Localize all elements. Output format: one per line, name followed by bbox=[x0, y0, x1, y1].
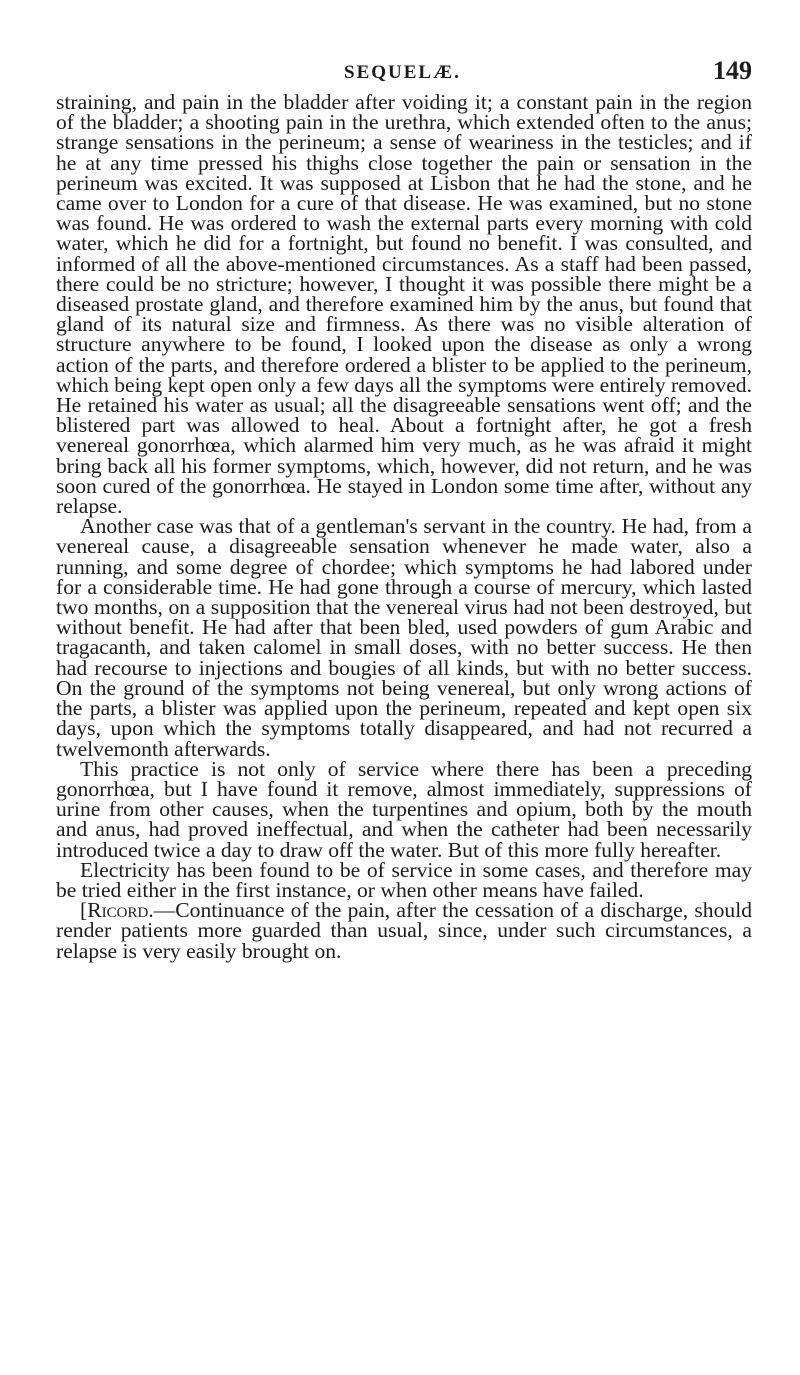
note-bracket: [ bbox=[80, 898, 88, 923]
book-page bbox=[56, 56, 752, 961]
editor-note bbox=[56, 900, 752, 961]
note-author: Ricord. bbox=[87, 898, 154, 923]
paragraph: Another case was that of a gentleman's servant in the country. He had, from a venereal cause, a disagreeable sensation whenever he made water, also a running, and some degree of chordee; which symptoms he had labored under for a considerable time. He had gone through a course of mercury, which lasted two months, on a supposition that the venereal virus had not been destroyed, but without benefit. He had after that been bled, used powders of gum Arabic and tragacanth, and taken calomel in small doses, with no better success. He then had recourse to injections and bougies of all kinds, but with no better success. On the ground of the symptoms not being venereal, but only wrong actions of the parts, a blister was applied upon the perineum, repeated and kept open six days, upon which the symptoms totally disappeared, and had not recurred a twelvemonth afterwards. bbox=[56, 514, 752, 761]
page-header bbox=[56, 56, 752, 92]
paragraph: straining, and pain in the bladder after voiding it; a constant pain in the region of the bladder; a shooting pain in the urethra, which extended often to the anus; strange sensations in the perineum; a sense of weariness in the testicles; and if he at any time pressed his thighs close together the pain or sensation in the perineum was excited. It was supposed at Lisbon that he had the stone, and he came over to London for a cure of that disease. He was examined, but no stone was found. He was ordered to wash the external parts every morning with cold water, which he did for a fortnight, but found no benefit. I was consulted, and informed of all the above-mentioned circumstances. As a staff had been passed, there could be no stricture; however, I thought it was possible there might be a diseased prostate gland, and therefore examined him by the anus, but found that gland of its natural size and firmness. As there was no visible alteration of structure anywhere to be found, I looked upon the disease as only a wrong action of the parts, and therefore ordered a blister to be applied to the perineum, which being kept open only a few days all the symptoms were entirely removed. He retained his water as usual; all the disagreeable sensations went off; and the blistered part was allowed to heal. About a fortnight after, he got a fresh venereal gonorrhœa, which alarmed him very much, as he was afraid it might bring back all his former symptoms, which, however, did not return, and he was soon cured of the gonorrhœa. He stayed in London some time after, without any relapse. bbox=[56, 90, 752, 519]
note-text: —Continuance of the pain, after the cessation of a discharge, should render patients more guarded than usual, since, under such circumstances, a relapse is very easily brought on. bbox=[56, 898, 752, 963]
paragraph: This practice is not only of service where there has been a preceding gonorrhœa, but I have found it remove, almost immediately, suppressions of urine from other causes, when the turpentines and opium, both by the mouth and anus, had proved ineffectual, and when the catheter had been necessarily introduced twice a day to draw off the water. But of this more fully hereafter. bbox=[56, 756, 752, 862]
body-text bbox=[56, 92, 752, 961]
paragraph: Electricity has been found to be of service in some cases, and therefore may be tried either in the first instance, or when other means have failed. bbox=[56, 857, 752, 902]
page-number: 149 bbox=[713, 56, 752, 85]
running-head: SEQUELÆ. bbox=[344, 62, 461, 83]
